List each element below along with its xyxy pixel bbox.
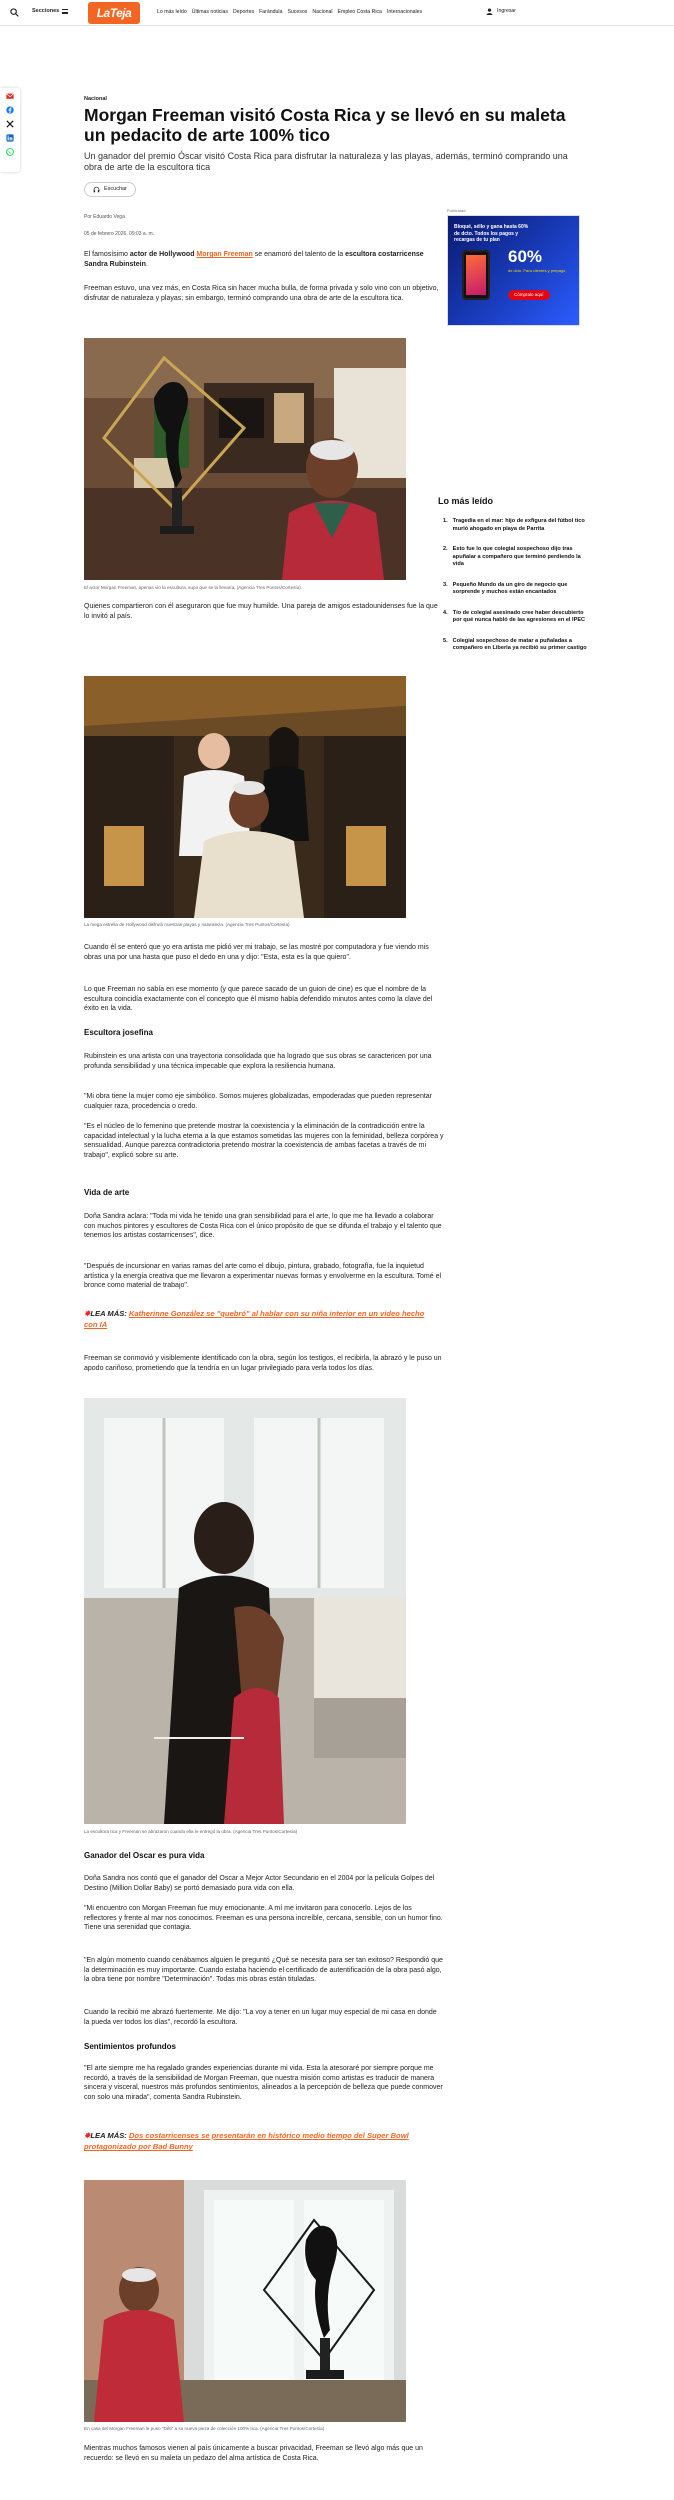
listen-label: Escuchar xyxy=(104,185,127,192)
article-subtitle: Un ganador del premio Óscar visitó Costa Rica para disfrutar la naturaleza y las playas, además, terminó comprando una obra de arte de la escultora tica xyxy=(84,150,568,173)
most-read-item[interactable]: 5. Colegial sospechoso de matar a puñaladas a compañero en Liberia ya recibió su primer castigo xyxy=(443,637,587,652)
section-label[interactable]: Nacional xyxy=(84,96,107,102)
photo-caption: En casa del Morgan Freeman le puso "Déti" a su nueva pieza de colección 100% tica. (Agencia Tres Puntos/Cortesía) xyxy=(84,2426,325,2431)
inline-link[interactable]: Morgan Freeman xyxy=(196,251,253,258)
most-read-item[interactable]: 2. Esto fue lo que colegial sospechoso dijo tras apuñalar a compañero que terminó perdiendo la vida xyxy=(443,546,581,568)
star-icon: ✸ xyxy=(84,1309,91,1318)
nav-item[interactable]: Nacional xyxy=(312,9,333,15)
photo-caption: La mega estrella de Hollywood disfrutó nuestras playas y naturaleza. (Agencia Tres Puntos/Cortesía) xyxy=(84,922,290,927)
nav-item[interactable]: Farándula xyxy=(259,9,283,15)
paragraph: Quienes compartieron con él aseguraron que fue muy humilde. Una pareja de amigos estadounidenses fue la que lo invitó al país. xyxy=(84,603,438,620)
phone-icon xyxy=(462,250,490,300)
whatsapp-icon[interactable] xyxy=(6,148,14,156)
section-heading: Escultora josefina xyxy=(84,1028,153,1037)
article-header xyxy=(84,96,592,197)
paragraph: "En algún momento cuando cenábamos alguien le preguntó ¿Qué se necesita para ser tan exitoso? Respondió que la determinación es muy importante. Cuando estaba haciendo el certificado de autentificación de la obra pasó algo, la obra tiene por nombre "Determinación". Todas mis obras están tituladas. xyxy=(84,1957,443,1984)
paragraph: Cuando la recibió me abrazó fuertemente. Me dijo: "La voy a tener en un lugar muy especial de mi casa en donde la pueda ver todos los días", recordó la escultora. xyxy=(84,2009,437,2026)
paragraph: Rubinstein es una artista con una trayectoria consolidada que ha logrado que sus obras se caractericen por una profunda sensibilidad y una técnica impecable que explora la resiliencia humana. xyxy=(84,1053,432,1070)
main-nav xyxy=(157,9,422,16)
nav-item[interactable]: Internacionales xyxy=(386,9,423,15)
read-more-link[interactable]: Dos costarricenses se presentarán en histórico medio tiempo del Super Bowl protagonizado por Bad Bunny xyxy=(84,2131,409,2152)
article-title: Morgan Freeman visitó Costa Rica y se llevó en su maleta un pedacito de arte 100% tico xyxy=(84,105,566,146)
paragraph: "El arte siempre me ha regalado grandes experiencias durante mi vida. Esta la atesoraré por siempre porque me recordó, a través de la sensibilidad de Morgan Freeman, que nuestra misión como artistas es traducir de manera sincera y visceral, nuestros más profundos sentimientos, alineados a la percepción de belleza que puede conmover con solo una mirada", comenta Sandra Rubinstein. xyxy=(84,2065,443,2101)
read-more-label: LEA MÁS: xyxy=(90,2131,127,2140)
photo-home-sculpture xyxy=(84,2180,406,2422)
article-photo-home-sculpture[interactable] xyxy=(84,2180,406,2422)
paragraph: El famosísimo actor de Hollywood Morgan Freeman se enamoró del talento de la escultora costarricense Sandra Rubinstein. xyxy=(84,251,424,268)
site-logo[interactable]: LaTeja xyxy=(88,2,140,24)
linkedin-icon[interactable] xyxy=(6,134,14,142)
read-more-link[interactable]: Katherinne González se "quebró" al hablar con su niña interior en un video hecho con IA xyxy=(84,1309,425,1330)
ad-subtext: de dcto. Para clientes y prepago xyxy=(508,268,566,273)
paragraph: Freeman se conmovió y visiblemente identificado con la obra, según los testigos, el recibirla, la abrazó y le puso un apodo cariñoso, prometiendo que la tendría en un lugar privilegiado para verla todos los días. xyxy=(84,1355,442,1372)
most-read-item[interactable]: 3. Pequeño Mundo da un giro de negocio que sorprende y muchos están encantados xyxy=(443,581,568,596)
photo-embrace xyxy=(84,1398,406,1824)
paragraph: "Después de incursionar en varias ramas del arte como el dibujo, pintura, grabado, fotografía, fue la inquietud artística y la energía creativa que me llevaron a experimentar nuevas formas y envolverme en la escultura. Tomé el bronce como material de trabajo". xyxy=(84,1263,442,1290)
photo-freeman-friends xyxy=(84,676,406,918)
headphones-icon xyxy=(93,186,100,193)
x-icon[interactable] xyxy=(6,120,14,128)
paragraph: Cuando él se enteró que yo era artista me pidió ver mi trabajo, se las mostré por computadora y fue viendo mis obras una por una hasta que puso el dedo en una y dijo: "Esta, esta es la que quiero". xyxy=(84,944,429,961)
nav-item[interactable]: Deportes xyxy=(233,9,255,15)
most-read-item[interactable]: 1. Tragedia en el mar: hijo de exfigura del fútbol tico murió ahogado en playa de Parrita xyxy=(443,518,585,532)
login-button[interactable] xyxy=(486,8,516,15)
paragraph: Doña Sandra nos contó que el ganador del Oscar a Mejor Actor Secundario en el 2004 por la película Golpes del Destino (Million Dollar Baby) se portó demasiado pura vida con ella. xyxy=(84,1875,435,1892)
photo-freeman-sculpture xyxy=(84,338,406,580)
nav-item[interactable]: Últimas noticias xyxy=(191,9,229,15)
star-icon: ✸ xyxy=(84,2131,91,2140)
paragraph: Freeman estuvo, una vez más, en Costa Rica sin hacer mucha bulla, de forma privada y solo vino con un objetivo, disfrutar de naturaleza y playas; sin embargo, terminó comprando una obra de arte de la escultora tica. xyxy=(84,285,439,302)
top-bar xyxy=(0,0,674,26)
nav-item[interactable]: Empleo Costa Rica xyxy=(337,9,382,15)
read-more-box xyxy=(84,2130,434,2153)
read-more-box xyxy=(84,1308,434,1331)
sections-label: Secciones xyxy=(32,8,60,14)
search-icon[interactable] xyxy=(10,8,19,17)
article-photo-freeman-friends[interactable] xyxy=(84,676,406,918)
advertisement-banner[interactable] xyxy=(447,215,580,326)
photo-caption: La escultora tica y Freeman se abrazaron cuando ella le entregó la obra. (Agencia Tres Puntos/Cortesía) xyxy=(84,1829,298,1834)
facebook-icon[interactable] xyxy=(6,106,14,114)
section-heading: Vida de arte xyxy=(84,1188,130,1197)
publish-date: 05 de febrero 2026, 09:03 a. m. xyxy=(84,231,155,237)
login-label: Ingresar xyxy=(497,8,517,14)
menu-icon xyxy=(62,9,68,14)
most-read-list xyxy=(443,518,589,666)
paragraph: "Es el núcleo de lo femenino que pretende mostrar la coexistencia y la eliminación de la contradicción entre la capacidad intelectual y la lucha eterna a la que estamos sometidas las mujeres con la feminidad, belleza corpórea y sensualidad. Aunque parezca contradictoria pretendo mostrar la coexistencia de ambas facetas a través de mi trabajo", explicó sobre su arte. xyxy=(84,1123,444,1159)
most-read-item[interactable]: 4. Tío de colegial asesinado cree haber descubierto por qué nunca habló de las agresiones en el IPEC xyxy=(443,609,586,624)
read-more-label: LEA MÁS: xyxy=(90,1309,127,1318)
section-heading: Ganador del Oscar es pura vida xyxy=(84,1851,205,1860)
nav-item[interactable]: Sucesos xyxy=(287,9,308,15)
email-icon[interactable] xyxy=(6,92,14,100)
ad-label: Publicidad xyxy=(447,208,466,213)
paragraph: Doña Sandra aclara: "Toda mi vida he tenido una gran sensibilidad para el arte, lo que me ha llevado a colaborar con muchos pintores y escultores de Costa Rica con el único propósito de que se difunda el trabajo y el talento que tenemos los artistas costarricenses", dice. xyxy=(84,1213,442,1240)
ad-cta-button[interactable]: Cómpralo aquí xyxy=(508,290,550,300)
author[interactable]: Por Eduardo Vega xyxy=(84,214,125,220)
section-heading: Sentimientos profundos xyxy=(84,2042,176,2051)
paragraph: "Mi encuentro con Morgan Freeman fue muy emocionante. A mí me invitaron para conocerlo. Lejos de los reflectores y frente al mar nos conocimos. Freeman es una persona increíble, cercana, sensible, con un humor fino. Tiene una serenidad que contagia. xyxy=(84,1905,443,1932)
most-read-title: Lo más leído xyxy=(438,496,494,506)
ad-percent: 60% xyxy=(508,247,543,266)
photo-caption: El actor Morgan Freeman, apenas vio la escultura, supo que se la llevaría. (Agencia Tres Puntos/Cortesía) xyxy=(84,585,301,590)
paragraph: Lo que Freeman no sabía en ese momento (y que parece sacado de un guion de cine) es que el nombre de la escultura coincidía exactamente con el concepto que él mismo había defendido minutos antes como la clave del éxito en la vida. xyxy=(84,986,433,1013)
user-icon xyxy=(486,8,493,15)
ad-headline: Bloqué, séllo y gana hasta 60% de dcto. Todos los pagos y recargas de tu plan xyxy=(454,224,529,243)
paragraph: "Mi obra tiene la mujer como eje simbólico. Somos mujeres globalizadas, empoderadas que pueden representar cualquier raza, procedencia o credo. xyxy=(84,1093,433,1110)
article-photo-embrace[interactable] xyxy=(84,1398,406,1824)
paragraph: Mientras muchos famosos vienen al país únicamente a buscar privacidad, Freeman se llevó algo más que un recuerdo: se llevó en su maleta un pedazo del alma artística de Costa Rica. xyxy=(84,2445,423,2462)
listen-button[interactable] xyxy=(84,182,136,197)
sections-menu-button[interactable] xyxy=(32,8,68,15)
share-rail xyxy=(0,88,20,172)
nav-item[interactable]: Lo más leído xyxy=(157,9,187,15)
article-photo-freeman-sculpture[interactable] xyxy=(84,338,406,580)
